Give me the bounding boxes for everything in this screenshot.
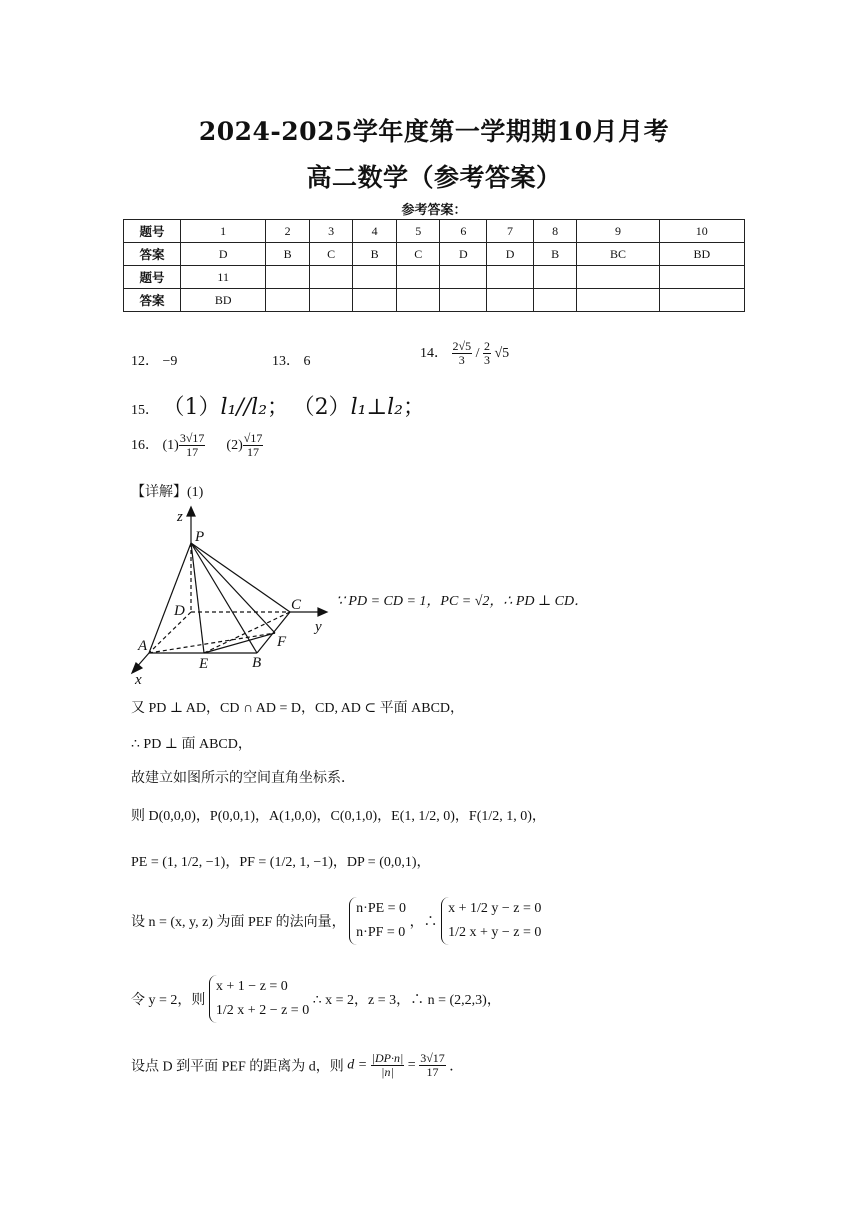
solution-line: 则 D(0,0,0)，P(0,0,1)，A(1,0,0)，C(0,1,0)，E(1, 1/2, 0)，F(1/2, 1, 0)， <box>131 809 546 824</box>
table-cell <box>396 266 440 289</box>
solution-line: PE = (1, 1/2, −1)，PF = (1/2, 1, −1)，DP = (0,0,1)， <box>131 855 431 870</box>
fraction: $\frac{√17}{17}$ <box>243 431 263 460</box>
label-P: P <box>195 529 205 545</box>
table-row <box>124 243 745 266</box>
solution-heading: 【详解】(1) <box>131 485 204 500</box>
solve-normal-vector: 令 y = 2，则 x + 1 − z = 0 1/2 x + 2 − z = 0 ∴ x = 2，z = 3，∴ n = (2,2,3)， <box>131 975 501 1023</box>
question-number: 13． <box>272 354 300 369</box>
table-row <box>124 266 745 289</box>
table-cell: BD <box>181 289 266 312</box>
normal-vector-setup: 设 n = (x, y, z) 为面 PEF 的法向量， n·PE = 0 n·PF = 0 ，∴ x + 1/2 y − z = 0 1/2 x + y − z = 0 <box>131 897 541 945</box>
answer-key-label: 参考答案： <box>401 203 467 218</box>
table-cell: D <box>181 243 266 266</box>
table-cell: BD <box>659 243 744 266</box>
label-C: C <box>291 597 302 613</box>
table-cell <box>266 266 310 289</box>
equation-system: n·PE = 0 n·PF = 0 <box>349 897 406 945</box>
label-z: z <box>177 509 183 525</box>
table-cell <box>533 289 577 312</box>
edge-PF <box>191 543 275 633</box>
table-cell <box>266 289 310 312</box>
table-cell: 10 <box>659 220 744 243</box>
table-row <box>124 289 745 312</box>
edge-PB <box>191 543 257 653</box>
table-cell: 7 <box>487 220 534 243</box>
row-header: 题号 <box>124 220 181 243</box>
table-cell: C <box>309 243 353 266</box>
answer-table <box>123 219 745 312</box>
edge-PE <box>191 543 204 653</box>
answer-value: −9 <box>162 354 178 369</box>
equation-system: x + 1/2 y − z = 0 1/2 x + y − z = 0 <box>441 897 541 945</box>
table-cell: BC <box>577 243 659 266</box>
question-number: 14． <box>420 345 448 361</box>
question-number: 16． <box>131 437 159 453</box>
table-cell <box>577 289 659 312</box>
label-F: F <box>277 634 287 650</box>
document-subtitle: 高二数学（参考答案） <box>306 163 562 192</box>
fraction: $\frac{3√17}{17}$ <box>420 1051 445 1080</box>
solution-line: 又 PD ⊥ AD，CD ∩ AD = D，CD, AD ⊂ 平面 ABCD， <box>131 701 465 716</box>
answer-q13 <box>272 350 311 370</box>
row-header: 题号 <box>124 266 181 289</box>
table-cell <box>309 289 353 312</box>
document-title: 2024-2025学年度第一学期期10月月考 <box>198 117 670 146</box>
table-cell: C <box>396 243 440 266</box>
z-arrow <box>187 507 195 516</box>
answer-value: 6 <box>303 354 311 369</box>
table-cell <box>659 289 744 312</box>
table-cell: 2 <box>266 220 310 243</box>
table-cell: 5 <box>396 220 440 243</box>
label-D: D <box>174 603 185 619</box>
table-cell <box>487 289 534 312</box>
row-header: 答案 <box>124 243 181 266</box>
label-A: A <box>138 638 148 654</box>
answer-q15: 15． （1）l₁//l₂； （2）l₁⊥l₂； <box>131 395 425 420</box>
edge-PC <box>191 543 290 612</box>
question-number: 15． <box>131 403 159 418</box>
fraction: $\frac{|DP\cdot n|}{|n|}$ <box>371 1051 404 1080</box>
label-x: x <box>135 672 142 688</box>
table-cell: B <box>266 243 310 266</box>
table-cell: D <box>440 243 487 266</box>
table-cell: 6 <box>440 220 487 243</box>
table-cell: 8 <box>533 220 577 243</box>
answer-q16: 16． (1) $\frac{3√17}{17}$ (2) $\frac{√17}{17}$ <box>131 431 263 460</box>
solution-line: 故建立如图所示的空间直角坐标系． <box>131 771 355 786</box>
table-cell <box>487 266 534 289</box>
table-cell: 1 <box>181 220 266 243</box>
label-B: B <box>252 655 262 671</box>
distance-formula: 设点 D 到平面 PEF 的距离为 d，则 d = $\frac{|DP\cdot n|}{|n|}$ = $\frac{3√17}{17}$ ． <box>131 1051 464 1080</box>
table-cell: B <box>353 243 397 266</box>
table-cell: 3 <box>309 220 353 243</box>
answer-q14: 14． $\frac{2√5}{3}$ / $\frac{2}{3}$ √5 <box>420 339 510 368</box>
table-cell <box>309 266 353 289</box>
table-cell <box>659 266 744 289</box>
fraction: $\frac{2√5}{3}$ <box>452 339 472 368</box>
table-row <box>124 220 745 243</box>
table-cell <box>440 266 487 289</box>
table-cell: 9 <box>577 220 659 243</box>
answer-q12 <box>131 350 177 370</box>
table-cell <box>533 266 577 289</box>
table-cell: B <box>533 243 577 266</box>
equation-system: x + 1 − z = 0 1/2 x + 2 − z = 0 <box>209 975 309 1023</box>
table-cell: D <box>487 243 534 266</box>
given-condition: ∵ PD = CD = 1，PC = √2，∴ PD ⊥ CD． <box>336 594 589 609</box>
table-cell: 4 <box>353 220 397 243</box>
y-arrow <box>318 608 327 616</box>
edge-AF <box>149 633 275 653</box>
table-cell <box>440 289 487 312</box>
label-E: E <box>199 656 209 672</box>
table-cell <box>353 289 397 312</box>
label-y: y <box>315 619 322 635</box>
table-cell: 11 <box>181 266 266 289</box>
edge-PA <box>149 543 191 653</box>
pyramid-figure <box>125 505 340 690</box>
question-number: 12． <box>131 354 159 369</box>
fraction: $\frac{2}{3}$ <box>483 339 490 368</box>
fraction: $\frac{3√17}{17}$ <box>179 431 205 460</box>
table-cell <box>353 266 397 289</box>
row-header: 答案 <box>124 289 181 312</box>
table-cell <box>396 289 440 312</box>
table-cell <box>577 266 659 289</box>
solution-line: ∴ PD ⊥ 面 ABCD， <box>131 737 252 752</box>
